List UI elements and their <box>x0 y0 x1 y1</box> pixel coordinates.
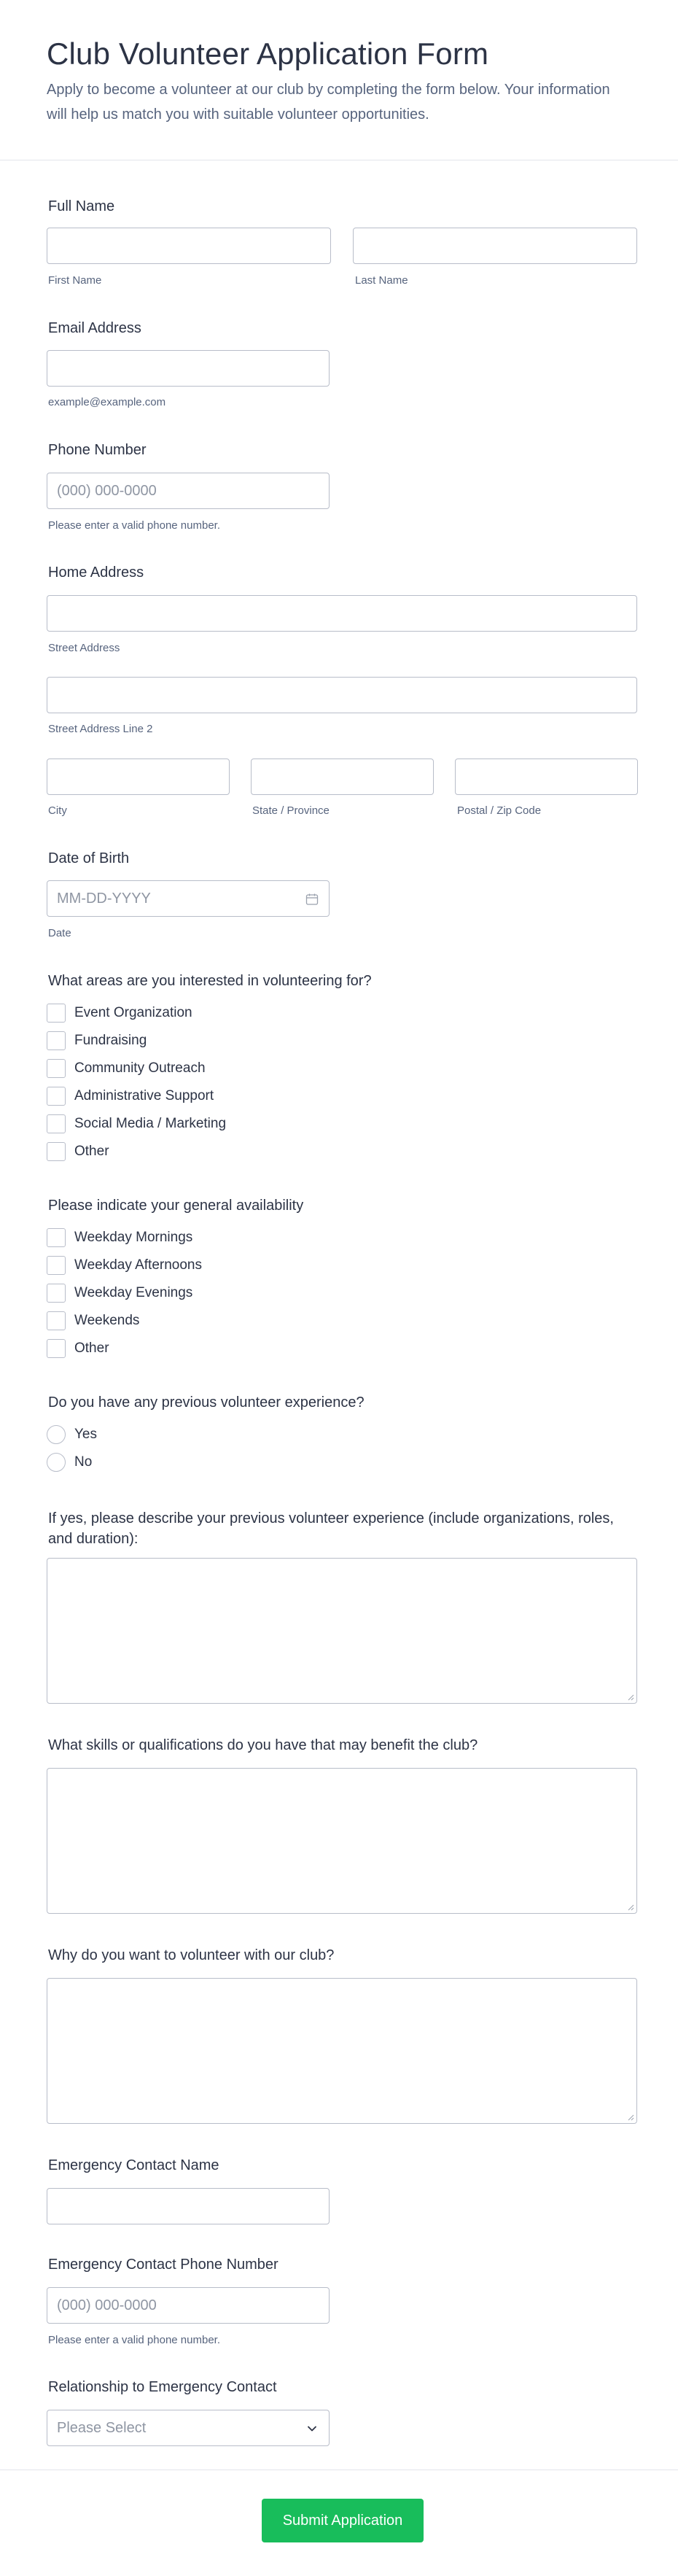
street-address-input[interactable] <box>47 595 637 632</box>
zip-sublabel: Postal / Zip Code <box>457 804 542 817</box>
email-sublabel: example@example.com <box>48 396 166 408</box>
checkbox[interactable] <box>47 1339 66 1358</box>
street-address-sublabel: Street Address <box>48 642 120 654</box>
checkbox-label: Weekday Mornings <box>74 1230 193 1245</box>
city-sublabel: City <box>48 804 67 817</box>
phone-sublabel: Please enter a valid phone number. <box>48 519 220 532</box>
motivation-label: Why do you want to volunteer with our club? <box>48 1947 335 1963</box>
checkbox-label: Fundraising <box>74 1033 147 1048</box>
checkbox-label: Administrative Support <box>74 1088 214 1103</box>
radio-button[interactable] <box>47 1425 66 1444</box>
state-sublabel: State / Province <box>252 804 330 817</box>
checkbox-label: Event Organization <box>74 1005 192 1020</box>
phone-placeholder: (000) 000-0000 <box>57 483 157 499</box>
skills-textarea[interactable] <box>47 1768 637 1914</box>
full-name-label: Full Name <box>48 198 115 214</box>
relationship-select[interactable] <box>47 2410 330 2446</box>
experience-label: Do you have any previous volunteer experience? <box>48 1394 365 1411</box>
phone-label: Phone Number <box>48 442 147 458</box>
first-name-sublabel: First Name <box>48 274 102 287</box>
email-label: Email Address <box>48 320 141 336</box>
street-address-line2-sublabel: Street Address Line 2 <box>48 723 153 735</box>
form-subtitle: Apply to become a volunteer at our club by completing the form below. Your information will help us match you with suitable volunteer opportunities. <box>47 82 610 123</box>
dob-label: Date of Birth <box>48 850 130 866</box>
emergency-phone-placeholder: (000) 000-0000 <box>57 2297 157 2313</box>
resize-grip-icon[interactable] <box>628 1904 634 1911</box>
checkbox[interactable] <box>47 1004 66 1023</box>
checkbox[interactable] <box>47 1256 66 1275</box>
last-name-sublabel: Last Name <box>355 274 408 287</box>
checkbox-label: Social Media / Marketing <box>74 1116 227 1131</box>
dob-placeholder: MM-DD-YYYY <box>57 891 151 907</box>
zip-input[interactable] <box>455 759 638 795</box>
city-input[interactable] <box>47 759 230 795</box>
experience-desc-label: If yes, please describe your previous volunteer experience (include organizations, roles, and duration): <box>48 1510 614 1547</box>
checkbox[interactable] <box>47 1142 66 1161</box>
motivation-textarea[interactable] <box>47 1978 637 2124</box>
emergency-name-input[interactable] <box>47 2188 330 2224</box>
resize-grip-icon[interactable] <box>628 1694 634 1701</box>
home-address-label: Home Address <box>48 565 144 581</box>
availability-label: Please indicate your general availability <box>48 1198 304 1214</box>
last-name-input[interactable] <box>353 228 637 264</box>
interests-label: What areas are you interested in volunteering for? <box>48 973 372 989</box>
checkbox[interactable] <box>47 1311 66 1330</box>
dob-input[interactable] <box>47 880 330 917</box>
submit-button[interactable]: Submit Application <box>262 2499 424 2542</box>
radio-label: Yes <box>74 1427 97 1442</box>
checkbox-label: Weekday Afternoons <box>74 1257 202 1273</box>
radio-button[interactable] <box>47 1453 66 1472</box>
calendar-icon[interactable] <box>305 893 319 906</box>
emergency-phone-input[interactable] <box>47 2287 330 2324</box>
checkbox-label: Community Outreach <box>74 1060 206 1076</box>
skills-label: What skills or qualifications do you have that may benefit the club? <box>48 1737 478 1753</box>
chevron-down-icon[interactable] <box>307 2424 317 2434</box>
emergency-phone-sublabel: Please enter a valid phone number. <box>48 2334 220 2346</box>
checkbox[interactable] <box>47 1059 66 1078</box>
form-footer <box>0 2470 678 2576</box>
emergency-name-label: Emergency Contact Name <box>48 2157 219 2173</box>
form-title: Club Volunteer Application Form <box>47 36 489 71</box>
checkbox-label: Other <box>74 1341 109 1356</box>
checkbox[interactable] <box>47 1228 66 1247</box>
experience-desc-textarea[interactable] <box>47 1558 637 1704</box>
dob-sublabel: Date <box>48 927 71 939</box>
state-input[interactable] <box>251 759 434 795</box>
relationship-placeholder: Please Select <box>57 2420 147 2436</box>
first-name-input[interactable] <box>47 228 331 264</box>
checkbox[interactable] <box>47 1087 66 1106</box>
checkbox-label: Other <box>74 1144 109 1159</box>
street-address-line2-input[interactable] <box>47 677 637 713</box>
emergency-phone-label: Emergency Contact Phone Number <box>48 2257 278 2273</box>
checkbox-label: Weekends <box>74 1313 140 1328</box>
resize-grip-icon[interactable] <box>628 2114 634 2121</box>
form-header <box>0 0 678 160</box>
checkbox[interactable] <box>47 1031 66 1050</box>
checkbox[interactable] <box>47 1284 66 1303</box>
checkbox-label: Weekday Evenings <box>74 1285 193 1300</box>
checkbox[interactable] <box>47 1114 66 1133</box>
relationship-label: Relationship to Emergency Contact <box>48 2379 277 2395</box>
radio-label: No <box>74 1454 93 1470</box>
phone-input[interactable] <box>47 473 330 509</box>
email-input[interactable] <box>47 350 330 387</box>
